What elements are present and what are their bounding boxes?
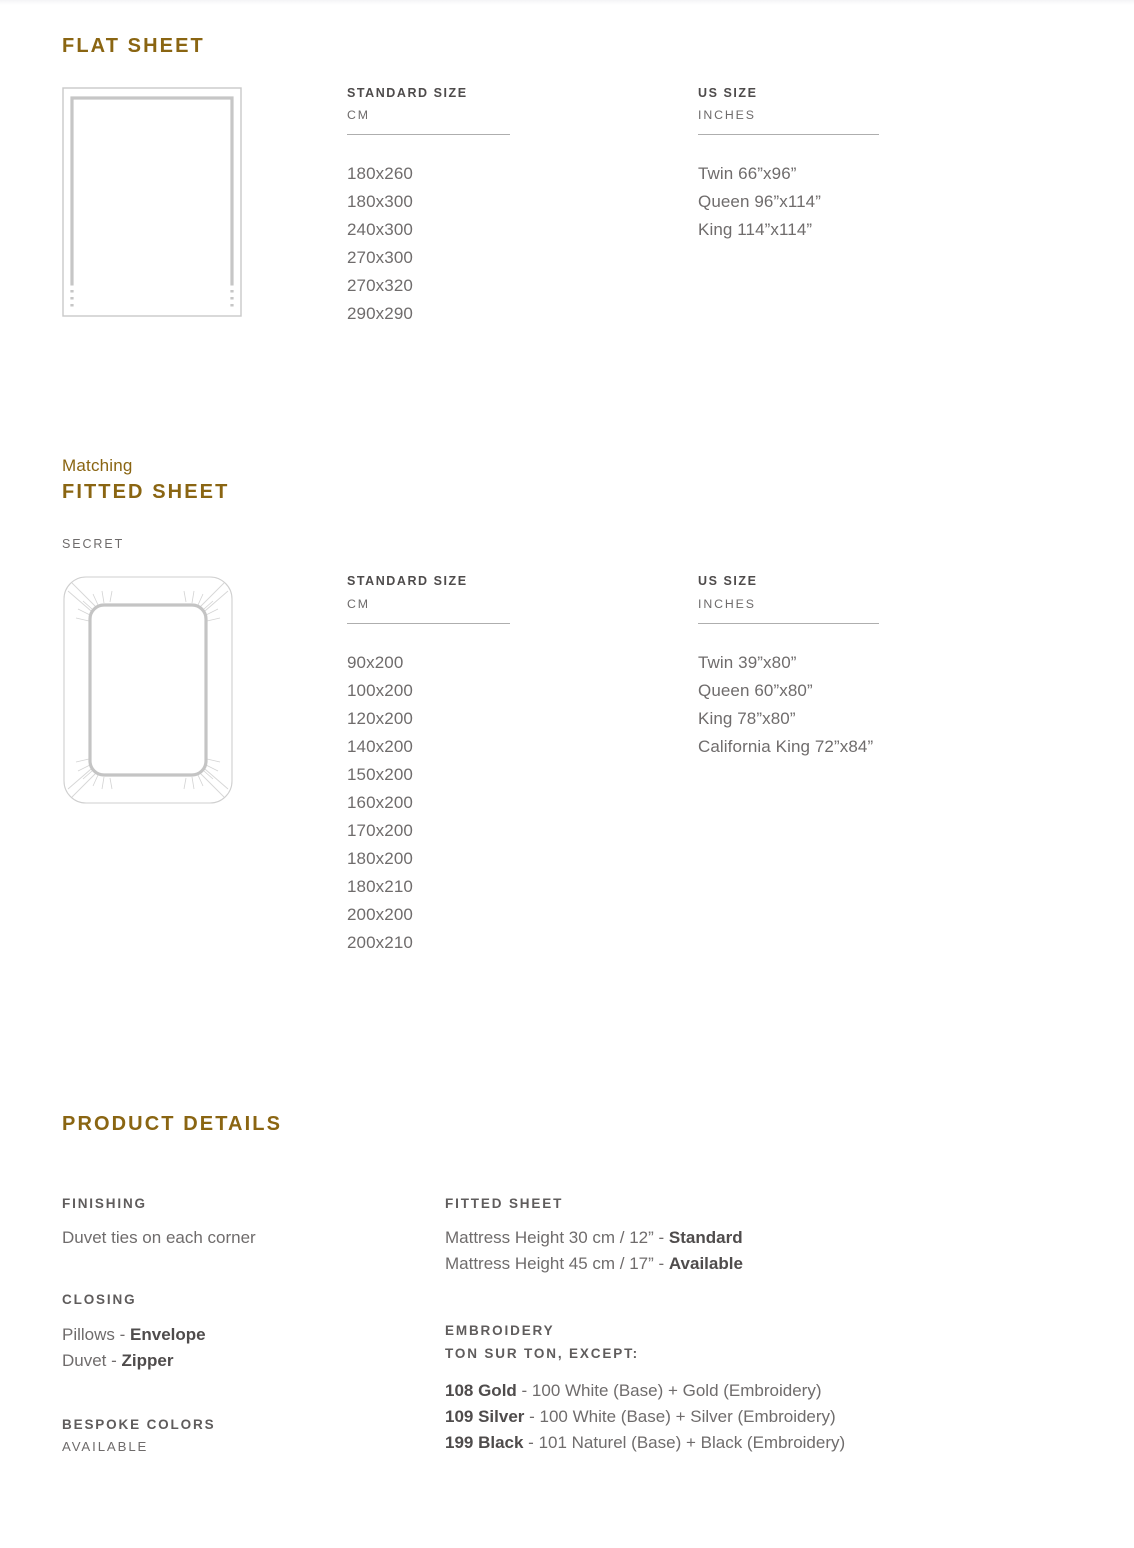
closing-rows <box>62 1322 422 1374</box>
fitted-sheet-details-rows <box>445 1225 965 1277</box>
list-item: 180x210 <box>347 877 413 897</box>
list-item: Twin 39”x80” <box>698 653 797 673</box>
mattress-height-row <box>445 1225 965 1251</box>
closing-row-value: Envelope <box>130 1324 206 1344</box>
flat-sheet-us-list <box>698 160 938 244</box>
flat-sheet-illustration <box>62 87 242 332</box>
column-header-unit-inches: INCHES <box>698 596 756 611</box>
list-item: 160x200 <box>347 793 413 813</box>
list-item: 180x260 <box>347 164 413 184</box>
fitted-sheet-cm-column <box>347 575 547 957</box>
column-rule <box>347 623 510 624</box>
list-item: 90x200 <box>347 653 404 673</box>
flat-sheet-section <box>62 18 1062 337</box>
embroidery-code: 108 Gold <box>445 1381 517 1401</box>
page-top-band <box>0 0 1134 5</box>
list-item: 270x320 <box>347 276 413 296</box>
bespoke-colors-block <box>62 1418 422 1454</box>
list-item: 170x200 <box>347 821 413 841</box>
product-details-section <box>62 1096 1062 1455</box>
embroidery-description: 100 White (Base) + Silver (Embroidery) <box>539 1407 836 1427</box>
list-item: King 78”x80” <box>698 709 796 729</box>
closing-row-lead: Pillows - <box>62 1324 131 1344</box>
bespoke-colors-availability: AVAILABLE <box>62 1439 149 1455</box>
list-item: 150x200 <box>347 765 413 785</box>
mattress-height-lead: Mattress Height 45 cm / 17” - <box>445 1254 669 1274</box>
embroidery-code: 199 Black <box>445 1433 524 1453</box>
embroidery-row <box>445 1430 965 1456</box>
product-details-right-column <box>445 1197 965 1457</box>
embroidery-row <box>445 1404 965 1430</box>
embroidery-block <box>445 1324 965 1456</box>
column-rule <box>698 134 879 135</box>
flat-sheet-cm-column <box>347 87 547 329</box>
embroidery-description: 100 White (Base) + Gold (Embroidery) <box>531 1381 822 1401</box>
fitted-sheet-illustration <box>62 575 234 810</box>
column-header-standard-size: STANDARD SIZE <box>347 85 468 100</box>
list-item: Queen 60”x80” <box>698 681 813 701</box>
fitted-sheet-us-column <box>698 575 938 761</box>
list-item: 240x300 <box>347 220 413 240</box>
fitted-sheet-subtitle-secret: SECRET <box>62 537 125 552</box>
fitted-sheet-title: FITTED SHEET <box>62 481 230 504</box>
closing-row <box>62 1322 422 1348</box>
fitted-sheet-details-block <box>445 1197 965 1278</box>
list-item: California King 72”x84” <box>698 737 874 757</box>
column-header-unit-cm: CM <box>347 596 370 611</box>
embroidery-rows <box>445 1378 965 1456</box>
embroidery-row <box>445 1378 965 1404</box>
embroidery-code: 109 Silver <box>445 1407 525 1427</box>
product-details-left-column <box>62 1197 422 1454</box>
list-item: 180x200 <box>347 849 413 869</box>
product-details-title: PRODUCT DETAILS <box>62 1112 283 1135</box>
embroidery-separator: - <box>516 1381 532 1401</box>
embroidery-separator: - <box>524 1407 540 1427</box>
mattress-height-row <box>445 1251 965 1277</box>
list-item: 180x300 <box>347 192 413 212</box>
fitted-sheet-us-list <box>698 649 938 761</box>
flat-sheet-title: FLAT SHEET <box>62 34 205 57</box>
flat-sheet-us-column <box>698 87 938 245</box>
mattress-height-value: Standard <box>668 1228 743 1248</box>
closing-block <box>62 1293 422 1374</box>
embroidery-description: 101 Naturel (Base) + Black (Embroidery) <box>538 1433 846 1453</box>
column-rule <box>347 134 510 135</box>
flat-sheet-cm-list <box>347 160 547 328</box>
finishing-block <box>62 1197 422 1252</box>
list-item: 140x200 <box>347 737 413 757</box>
list-item: Twin 66”x96” <box>698 164 797 184</box>
list-item: 290x290 <box>347 304 413 324</box>
list-item: Queen 96”x114” <box>698 192 821 212</box>
closing-row <box>62 1348 422 1374</box>
fitted-sheet-details-label: FITTED SHEET <box>445 1195 564 1211</box>
column-header-us-size: US SIZE <box>698 85 758 100</box>
finishing-text: Duvet ties on each corner <box>62 1228 256 1248</box>
fitted-sheet-section <box>62 455 1062 953</box>
fitted-sheet-cm-list <box>347 649 547 957</box>
list-item: 100x200 <box>347 681 413 701</box>
column-header-standard-size: STANDARD SIZE <box>347 574 468 589</box>
bespoke-colors-label: BESPOKE COLORS <box>62 1416 216 1432</box>
column-header-unit-cm: CM <box>347 108 370 123</box>
list-item: King 114”x114” <box>698 220 813 240</box>
column-rule <box>698 623 879 624</box>
list-item: 120x200 <box>347 709 413 729</box>
embroidery-sublabel: TON SUR TON, EXCEPT: <box>445 1345 640 1361</box>
closing-row-lead: Duvet - <box>62 1350 122 1370</box>
list-item: 270x300 <box>347 248 413 268</box>
column-header-unit-inches: INCHES <box>698 108 756 123</box>
finishing-label: FINISHING <box>62 1195 147 1211</box>
closing-row-value: Zipper <box>121 1350 174 1370</box>
embroidery-label: EMBROIDERY <box>445 1323 555 1339</box>
fitted-sheet-eyebrow: Matching <box>62 456 133 475</box>
mattress-height-lead: Mattress Height 30 cm / 12” - <box>445 1228 669 1248</box>
column-header-us-size: US SIZE <box>698 574 758 589</box>
mattress-height-value: Available <box>668 1254 743 1274</box>
embroidery-separator: - <box>523 1433 539 1453</box>
list-item: 200x210 <box>347 933 413 953</box>
closing-label: CLOSING <box>62 1292 137 1308</box>
list-item: 200x200 <box>347 905 413 925</box>
